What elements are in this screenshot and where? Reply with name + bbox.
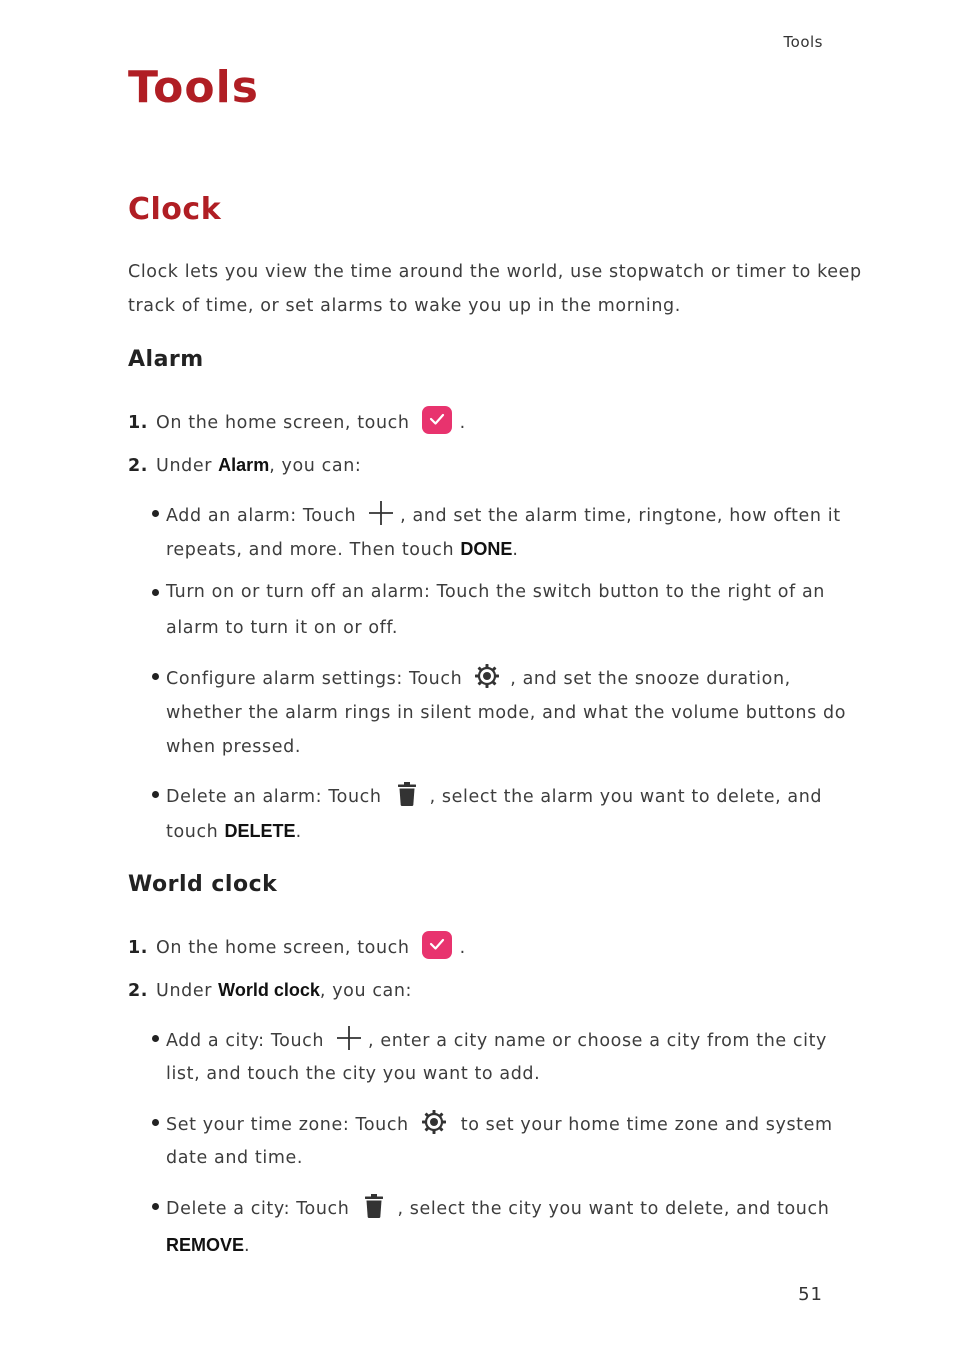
bullet-text: Configure alarm settings: Touch: [166, 669, 463, 689]
alarm-toggle-line-1: Turn on or turn off an alarm: Touch the switch button to the right of an: [166, 582, 825, 602]
bullet-text: .: [295, 822, 302, 842]
step-number: 2.: [128, 456, 149, 476]
bullet-text: to set your home time zone and system: [460, 1115, 833, 1135]
alarm-delete-line-2: [166, 821, 302, 842]
bullet-text: repeats, and more. Then touch: [166, 540, 461, 560]
step-text: Under: [156, 456, 219, 476]
step-number: 1.: [128, 413, 149, 433]
alarm-settings-line-1: [166, 666, 791, 692]
intro-line-2: track of time, or set alarms to wake you up in the morning.: [128, 296, 681, 316]
world-clock-step-1: [128, 934, 466, 962]
gear-icon: [474, 663, 500, 689]
gear-icon: [421, 1109, 447, 1135]
step-text-end: , you can:: [319, 981, 413, 1001]
step-text: On the home screen, touch: [156, 413, 410, 433]
alarm-tab-label: Alarm: [218, 455, 270, 475]
timezone-line-1: [166, 1112, 833, 1138]
plus-icon: [368, 500, 394, 526]
bullet-text: , enter a city name or choose a city from the city: [368, 1031, 828, 1051]
delete-label: DELETE: [224, 821, 296, 841]
page-number: 51: [798, 1284, 823, 1305]
bullet-text: Add a city: Touch: [166, 1031, 325, 1051]
bullet-text: .: [512, 540, 519, 560]
bullet-dot: [152, 589, 159, 596]
alarm-add-line-2: [166, 539, 519, 560]
step-end: .: [459, 413, 466, 433]
world-clock-step-2: [128, 980, 412, 1001]
bullet-text: , and set the snooze duration,: [510, 669, 791, 689]
trash-icon: [363, 1193, 385, 1219]
clock-app-icon: [422, 406, 452, 434]
alarm-step-2: [128, 455, 361, 476]
city-add-line-1: [166, 1028, 827, 1054]
plus-icon: [336, 1025, 362, 1051]
done-label: DONE: [460, 539, 513, 559]
city-delete-line-2: [166, 1235, 250, 1256]
bullet-dot: [152, 1119, 159, 1126]
intro-line-1: Clock lets you view the time around the world, use stopwatch or timer to keep: [128, 262, 862, 282]
step-number: 2.: [128, 981, 149, 1001]
alarm-heading: Alarm: [128, 347, 204, 372]
bullet-text: Set your time zone: Touch: [166, 1115, 409, 1135]
city-add-line-2: list, and touch the city you want to add.: [166, 1064, 541, 1084]
bullet-dot: [152, 510, 159, 517]
step-text: On the home screen, touch: [156, 938, 410, 958]
world-clock-heading: World clock: [128, 872, 278, 897]
running-header: Tools: [783, 33, 823, 51]
bullet-dot: [152, 673, 159, 680]
bullet-text: Add an alarm: Touch: [166, 506, 357, 526]
alarm-add-line-1: [166, 503, 841, 529]
step-number: 1.: [128, 938, 149, 958]
alarm-toggle-line-2: alarm to turn it on or off.: [166, 618, 399, 638]
bullet-text: , and set the alarm time, ringtone, how often it: [400, 506, 841, 526]
remove-label: REMOVE: [166, 1235, 245, 1255]
bullet-text: , select the city you want to delete, and touch: [397, 1199, 830, 1219]
clock-app-icon: [422, 931, 452, 959]
step-end: .: [459, 938, 466, 958]
step-text: Under: [156, 981, 219, 1001]
bullet-dot: [152, 791, 159, 798]
alarm-settings-line-3: when pressed.: [166, 737, 301, 757]
bullet-text: , select the alarm you want to delete, and: [429, 787, 823, 807]
alarm-step-1: [128, 409, 466, 437]
chapter-title: Tools: [128, 62, 259, 113]
bullet-dot: [152, 1203, 159, 1210]
step-text-end: , you can:: [269, 456, 362, 476]
bullet-text: .: [244, 1236, 251, 1256]
alarm-delete-line-1: [166, 784, 822, 810]
city-delete-line-1: [166, 1196, 829, 1222]
bullet-text: Delete a city: Touch: [166, 1199, 350, 1219]
trash-icon: [396, 781, 418, 807]
alarm-settings-line-2: whether the alarm rings in silent mode, and what the volume buttons do: [166, 703, 846, 723]
bullet-text: touch: [166, 822, 225, 842]
world-clock-tab-label: World clock: [218, 980, 320, 1000]
bullet-dot: [152, 1035, 159, 1042]
bullet-text: Delete an alarm: Touch: [166, 787, 382, 807]
timezone-line-2: date and time.: [166, 1148, 304, 1168]
section-title: Clock: [128, 192, 222, 227]
